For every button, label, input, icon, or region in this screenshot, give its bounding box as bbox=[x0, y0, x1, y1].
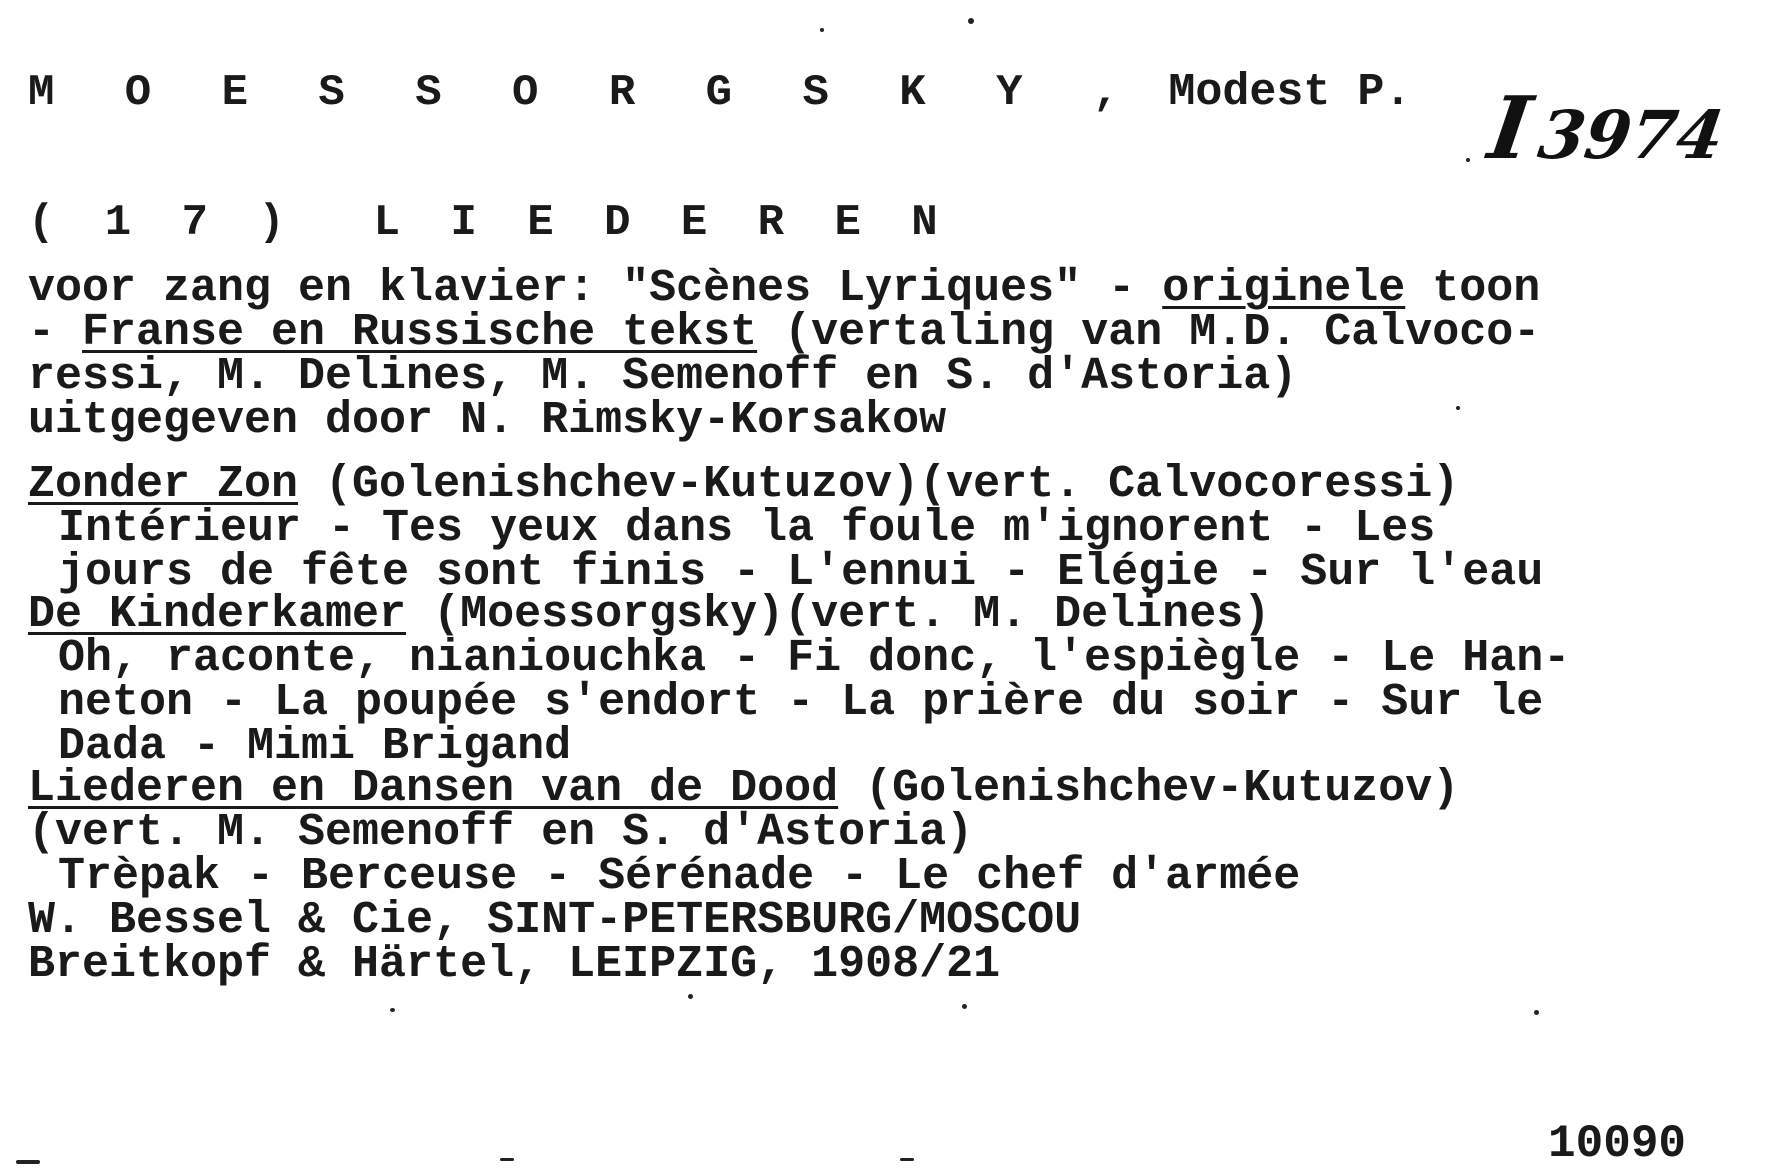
cycle-2-songs-1: Oh, raconte, nianiouchka - Fi donc, l'espiègle - Le Han- bbox=[58, 633, 1571, 684]
scan-speck bbox=[900, 1158, 914, 1161]
publisher-2: Breitkopf & Härtel, LEIPZIG, 1908/21 bbox=[28, 939, 1001, 990]
scan-speck bbox=[16, 1160, 40, 1164]
scan-speck bbox=[962, 1004, 967, 1009]
cycle-3-credit-2: (vert. M. Semenoff en S. d'Astoria) bbox=[28, 807, 974, 858]
language-underlined: Franse en Russische tekst bbox=[82, 307, 758, 358]
scan-speck bbox=[1534, 1010, 1539, 1015]
cycle-1-songs-2: jours de fête sont finis - L'ennui - Elégie - Sur l'eau bbox=[58, 547, 1544, 598]
scan-speck bbox=[390, 1008, 395, 1012]
composer-firstname: Modest P. bbox=[1168, 67, 1412, 118]
description-line-4: uitgegeven door N. Rimsky-Korsakow bbox=[28, 395, 947, 446]
cycle-3-songs-1: Trèpak - Berceuse - Sérénade - Le chef d'armée bbox=[58, 851, 1301, 902]
catalog-mark bbox=[1483, 78, 1731, 179]
cycle-2-songs-2: neton - La poupée s'endort - La prière du soir - Sur le bbox=[58, 677, 1544, 728]
scan-speck bbox=[1466, 158, 1470, 162]
scan-speck bbox=[1456, 406, 1460, 410]
scan-speck bbox=[500, 1158, 514, 1161]
publisher-1: W. Bessel & Cie, SINT-PETERSBURG/MOSCOU bbox=[28, 895, 1082, 946]
work-title: ( 1 7 ) L I E D E R E N bbox=[28, 198, 950, 248]
description-line-3: ressi, M. Delines, M. Semenoff en S. d'Astoria) bbox=[28, 351, 1298, 402]
composer-name bbox=[28, 68, 1411, 118]
description-line-2: - Franse en Russische tekst (vertaling van M.D. Calvoco- bbox=[28, 307, 1541, 358]
composer-surname: M O E S S O R G S K Y , bbox=[28, 68, 1142, 118]
cycle-3-credit: (Golenishchev-Kutuzov) bbox=[838, 763, 1460, 814]
scan-speck bbox=[688, 994, 693, 999]
cycle-1-title: Zonder Zon bbox=[28, 459, 299, 510]
cycle-2-title: De Kinderkamer bbox=[28, 589, 407, 640]
catalog-roman: I bbox=[1482, 78, 1538, 179]
card-number: 10090 bbox=[1548, 1118, 1687, 1170]
cycle-2-songs-3: Dada - Mimi Brigand bbox=[58, 721, 572, 772]
cycle-2-credit: (Moessorgsky)(vert. M. Delines) bbox=[406, 589, 1271, 640]
scan-speck bbox=[820, 28, 824, 32]
cycle-3-title: Liederen en Dansen van de Dood bbox=[28, 763, 839, 814]
scan-speck bbox=[968, 18, 974, 24]
description-line-1: voor zang en klavier: "Scènes Lyriques" - originele toon bbox=[28, 263, 1541, 314]
original-key-underlined: originele bbox=[1162, 263, 1406, 314]
cycle-1-songs-1: Intérieur - Tes yeux dans la foule m'ignorent - Les bbox=[58, 503, 1436, 554]
catalog-number: 3974 bbox=[1533, 96, 1729, 174]
cycle-1-credit: (Golenishchev-Kutuzov)(vert. Calvocoressi) bbox=[298, 459, 1460, 510]
